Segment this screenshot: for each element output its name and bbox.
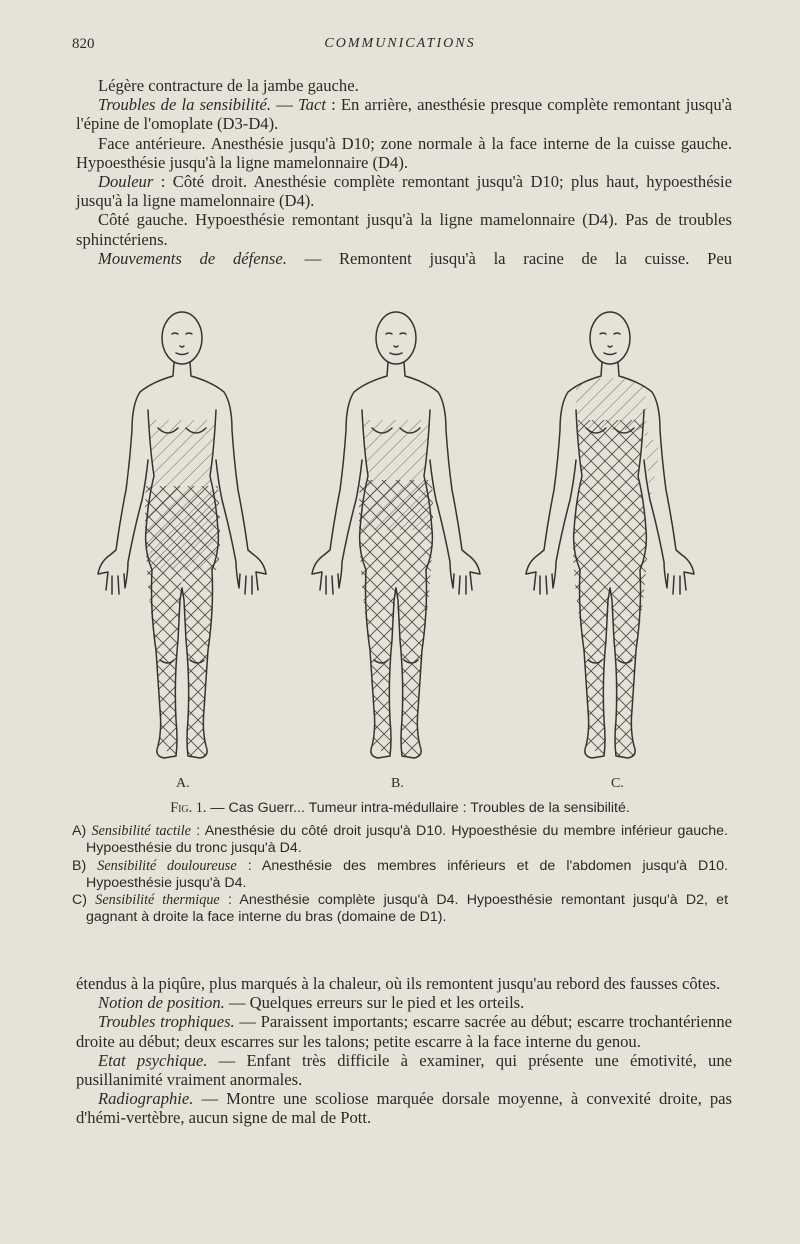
text-run: — [271,95,298,115]
body-text-top [76,76,732,268]
italic-run: Troubles de la sensibilité. [98,95,272,115]
top-paragraph [76,249,732,268]
bottom-paragraph [76,974,732,993]
bottom-paragraph [76,1051,732,1089]
italic-run: Radiographie. [98,1089,194,1109]
figure-body-charts [72,292,728,792]
caption-item-text: : Anesthésie du côté droit jusqu'à D10. Hypoesthésie du membre inférieur gauche. Hypoesthésie du tronc jusqu'à D4. [86,823,729,857]
top-paragraph [76,210,732,248]
body-figure-b [312,312,480,758]
caption-item [72,823,728,857]
text-run: Côté gauche. Hypoesthésie remontant jusqu'à la ligne mamelonnaire (D4). Pas de troubles sphinctériens. [76,210,732,249]
figure-caption [72,800,728,926]
text-run: : En arrière, anesthésie presque complète remontant jusqu'à l'épine de l'omoplate (D3-D4). [76,95,733,134]
top-paragraph [76,172,732,210]
running-head: COMMUNICATIONS [324,36,476,51]
panel-label-a: A. [176,776,190,791]
top-paragraph [76,95,732,133]
text-run: Légère contracture de la jambe gauche. [98,76,359,95]
panel-label-b: B. [391,776,404,791]
page-number: 820 [72,36,95,52]
caption-item-term: Sensibilité douloureuse [97,857,237,874]
body-figure-c [526,312,694,758]
caption-item-text: : Anesthésie des membres inférieurs et de l'abdomen jusqu'à D10. Hypoesthésie jusqu'à D4. [86,857,728,891]
caption-item-letter: C) [72,892,96,909]
text-run: — Enfant très difficile à examiner, qui présente une émotivité, une pusillanimité vraiment anormales. [76,1050,732,1090]
top-paragraph [76,76,732,95]
text-run: — Remontent jusqu'à la racine de la cuisse. Peu [286,248,732,268]
caption-item-letter: B) [72,857,98,874]
italic-run: Tact [297,95,326,115]
bottom-paragraph [76,1012,732,1050]
caption-item-letter: A) [72,823,92,840]
italic-run: Notion de position. [98,993,225,1013]
text-run: : Côté droit. Anesthésie complète remontant jusqu'à D10; plus haut, hypoesthésie jusqu'à la ligne mamelonnaire (D4). [76,172,732,211]
caption-title-text: — Cas Guerr... Tumeur intra-médullaire : Troubles de la sensibilité. [206,800,630,816]
italic-run: Mouvements de défense. [98,248,287,268]
bottom-paragraph [76,1089,732,1127]
body-text-bottom [76,974,732,1128]
caption-item-term: Sensibilité thermique [95,892,220,909]
caption-item [72,892,728,926]
caption-title [72,800,728,817]
top-paragraph [76,134,732,172]
text-run: étendus à la piqûre, plus marqués à la chaleur, où ils remontent jusqu'au rebord des fausses côtes. [76,974,721,993]
text-run: Face antérieure. Anesthésie jusqu'à D10; zone normale à la face interne de la cuisse gauche. Hypoesthésie jusqu'à la ligne mamelonnaire (D4). [76,133,732,172]
text-run: — Paraissent importants; escarre sacrée au début; escarre trochantérienne droite au début; deux escarres sur les talons; petite escarre à la face interne du genou. [76,1012,732,1051]
text-run: — Quelques erreurs sur le pied et les orteils. [224,993,525,1013]
body-figure-a [98,312,266,758]
italic-run: Etat psychique. [98,1050,208,1070]
panel-label-c: C. [611,776,624,791]
caption-items [72,823,728,926]
page-header [72,36,728,56]
caption-item-term: Sensibilité tactile [91,823,191,840]
bottom-paragraph [76,993,732,1012]
body-figures-svg [72,292,728,792]
figure-label: Fig. 1. [170,800,207,816]
italic-run: Troubles trophiques. [98,1012,235,1032]
text-run: — Montre une scoliose marquée dorsale moyenne, à convexité droite, pas d'hémi-vertèbre, aucun signe de mal de Pott. [76,1089,732,1128]
caption-item-text: : Anesthésie complète jusqu'à D4. Hypoesthésie remontant jusqu'à D2, et gagnant à droite la face interne du bras (domaine de D1). [86,892,729,926]
italic-run: Douleur [98,172,154,192]
caption-item [72,858,728,892]
